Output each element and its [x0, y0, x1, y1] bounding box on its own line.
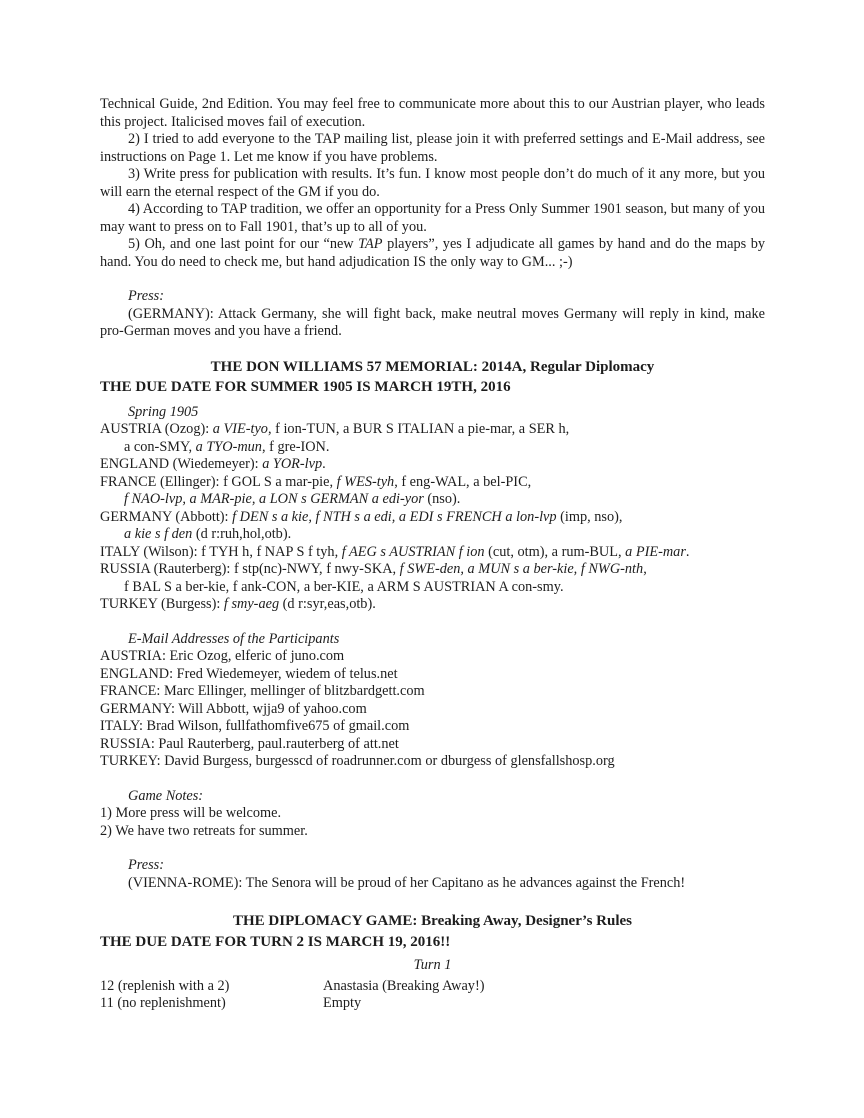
- move-line-england: [100, 456, 765, 474]
- game1-due-date: THE DUE DATE FOR SUMMER 1905 IS MARCH 19TH, 2016: [100, 379, 511, 395]
- move-line-germany: [100, 509, 765, 527]
- game-notes-heading: Game Notes:: [128, 787, 204, 804]
- table-cell-left: 12 (replenish with a 2): [100, 977, 230, 994]
- text-run: .: [685, 543, 690, 560]
- italic-text-run: a VIE-tyo: [212, 421, 268, 437]
- italic-text-run: f smy-aeg: [223, 596, 280, 612]
- season-label: Spring 1905: [128, 403, 199, 420]
- email-address-line: ITALY: Brad Wilson, fullfathomfive675 of gmail.com: [100, 718, 410, 734]
- text-run: AUSTRIA (Ozog):: [100, 421, 213, 437]
- italic-text-run: a PIE-mar: [625, 543, 686, 560]
- game2-due-date: THE DUE DATE FOR TURN 2 IS MARCH 19, 2016!!: [100, 933, 451, 950]
- italic-text-run: f NAO-lvp, a MAR-pie, a LON s GERMAN a edi-yor: [124, 491, 424, 507]
- text-run: GERMANY (Abbott):: [100, 508, 233, 525]
- text-run: f BAL S a ber-kie, f ank-CON, a ber-KIE, a ARM S AUSTRIAN A con-smy.: [124, 578, 564, 595]
- table-cell-right: Empty: [323, 995, 362, 1011]
- text-run: .: [322, 456, 326, 472]
- text-run: ITALY (Wilson): f TYH h, f NAP S f tyh,: [100, 543, 342, 560]
- move-line-russia: [100, 561, 765, 579]
- table-row: [100, 995, 765, 1013]
- text-run: players”, yes I adjudicate all games by hand and do the maps by hand. You do need to check me, but hand adjudication IS the only way to GM... ;-): [100, 236, 766, 270]
- press2-label: Press:: [128, 857, 165, 873]
- text-run: (imp, nso),: [556, 508, 623, 525]
- paragraph: [100, 166, 765, 201]
- table-cell-right: Anastasia (Breaking Away!): [323, 977, 485, 994]
- press1-body: [100, 306, 765, 341]
- text-run: (d r:syr,eas,otb).: [279, 596, 376, 612]
- email-address-line: FRANCE: Marc Ellinger, mellinger of blitzbardgett.com: [100, 683, 425, 699]
- italic-text-run: f WES-tyh: [336, 473, 395, 490]
- table-row: [100, 978, 765, 996]
- move-line-germany: [100, 526, 765, 544]
- press2-body: [100, 875, 765, 893]
- text-run: a con-SMY,: [124, 438, 196, 455]
- email-address-line: ENGLAND: Fred Wiedemeyer, wiedem of telus.net: [100, 665, 398, 682]
- move-line-turkey: [100, 596, 765, 614]
- text-run: (nso).: [423, 491, 461, 507]
- moves-list: [100, 421, 765, 614]
- paragraph: [100, 201, 765, 236]
- press1-label: Press:: [128, 288, 165, 304]
- text-run: Technical Guide, 2nd Edition. You may feel free to communicate more about this to our Austrian player, who leads this project. Italicised moves fail of execution.: [100, 96, 765, 130]
- italic-text-run: f DEN s a kie, f NTH s a edi, a EDI s FRENCH a lon-lvp: [232, 508, 557, 525]
- move-line-italy: [100, 544, 765, 562]
- paragraph: [100, 131, 765, 166]
- italic-text-run: f AEG s AUSTRIAN f ion: [341, 543, 485, 560]
- italic-text-run: a TYO-mun: [195, 438, 262, 455]
- text-run: ENGLAND (Wiedemeyer):: [100, 456, 263, 472]
- intro-paragraphs: [100, 96, 765, 271]
- italic-text-run: f SWE-den, a MUN s a ber-kie, f NWG-nth: [399, 561, 644, 577]
- text-run: , f eng-WAL, a bel-PIC,: [394, 473, 532, 490]
- text-run: TURKEY (Burgess):: [100, 596, 224, 612]
- text-run: ,: [643, 561, 647, 577]
- move-line-russia: [100, 579, 765, 597]
- move-line-france: [100, 474, 765, 492]
- game2-title: THE DIPLOMACY GAME: Breaking Away, Designer’s Rules: [232, 913, 633, 929]
- italic-text-run: TAP: [358, 236, 383, 252]
- game-note-line: 1) More press will be welcome.: [100, 805, 282, 821]
- italic-text-run: a kie s f den: [124, 526, 193, 542]
- game1-title: THE DON WILLIAMS 57 MEMORIAL: 2014A, Regular Diplomacy: [210, 358, 655, 375]
- game-note-line: 2) We have two retreats for summer.: [100, 822, 308, 839]
- turn1-table: [100, 978, 765, 1013]
- text-run: RUSSIA (Rauterberg): f stp(nc)-NWY, f nwy-SKA,: [100, 561, 400, 577]
- text-run: 5) Oh, and one last point for our “new: [128, 236, 359, 252]
- italic-text-run: a YOR-lvp: [262, 456, 323, 472]
- text-run: , f gre-ION.: [261, 438, 330, 455]
- table-cell-left: 11 (no replenishment): [100, 995, 226, 1011]
- email-address-line: AUSTRIA: Eric Ozog, elferic of juno.com: [100, 648, 345, 664]
- text-run: 3) Write press for publication with results. It’s fun. I know most people don’t do much of it any more, but you will earn the eternal respect of the GM if you do.: [100, 166, 765, 200]
- move-line-austria: [100, 421, 765, 439]
- text-run: (d r:ruh,hol,otb).: [192, 526, 292, 542]
- text-run: (VIENNA-ROME): The Senora will be proud of her Capitano as he advances against the French!: [128, 874, 686, 891]
- turn-label: Turn 1: [413, 957, 452, 973]
- email-heading: E-Mail Addresses of the Participants: [128, 630, 340, 647]
- text-run: , f ion-TUN, a BUR S ITALIAN a pie-mar, a SER h,: [267, 421, 570, 437]
- paragraph: [100, 96, 765, 131]
- text-run: 4) According to TAP tradition, we offer an opportunity for a Press Only Summer 1901 season, but many of you may want to press on to Fall 1901, that’s up to all of you.: [100, 201, 765, 235]
- email-address-line: TURKEY: David Burgess, burgesscd of roadrunner.com or dburgess of glensfallshosp.org: [100, 753, 615, 769]
- move-line-austria: [100, 439, 765, 457]
- paragraph: [100, 236, 765, 271]
- email-list: [100, 648, 765, 771]
- move-line-france: [100, 491, 765, 509]
- email-address-line: RUSSIA: Paul Rauterberg, paul.rauterberg of att.net: [100, 735, 399, 752]
- email-address-line: GERMANY: Will Abbott, wjja9 of yahoo.com: [100, 700, 367, 717]
- text-run: (cut, otm), a rum-BUL,: [484, 543, 626, 560]
- game-notes-list: [100, 805, 765, 840]
- text-run: FRANCE (Ellinger): f GOL S a mar-pie,: [100, 473, 337, 490]
- text-run: (GERMANY): Attack Germany, she will fight back, make neutral moves Germany will reply in kind, make pro-German moves and you have a friend.: [100, 305, 765, 339]
- text-run: 2) I tried to add everyone to the TAP mailing list, please join it with preferred settings and E-Mail address, see instructions on Page 1. Let me know if you have problems.: [100, 131, 765, 165]
